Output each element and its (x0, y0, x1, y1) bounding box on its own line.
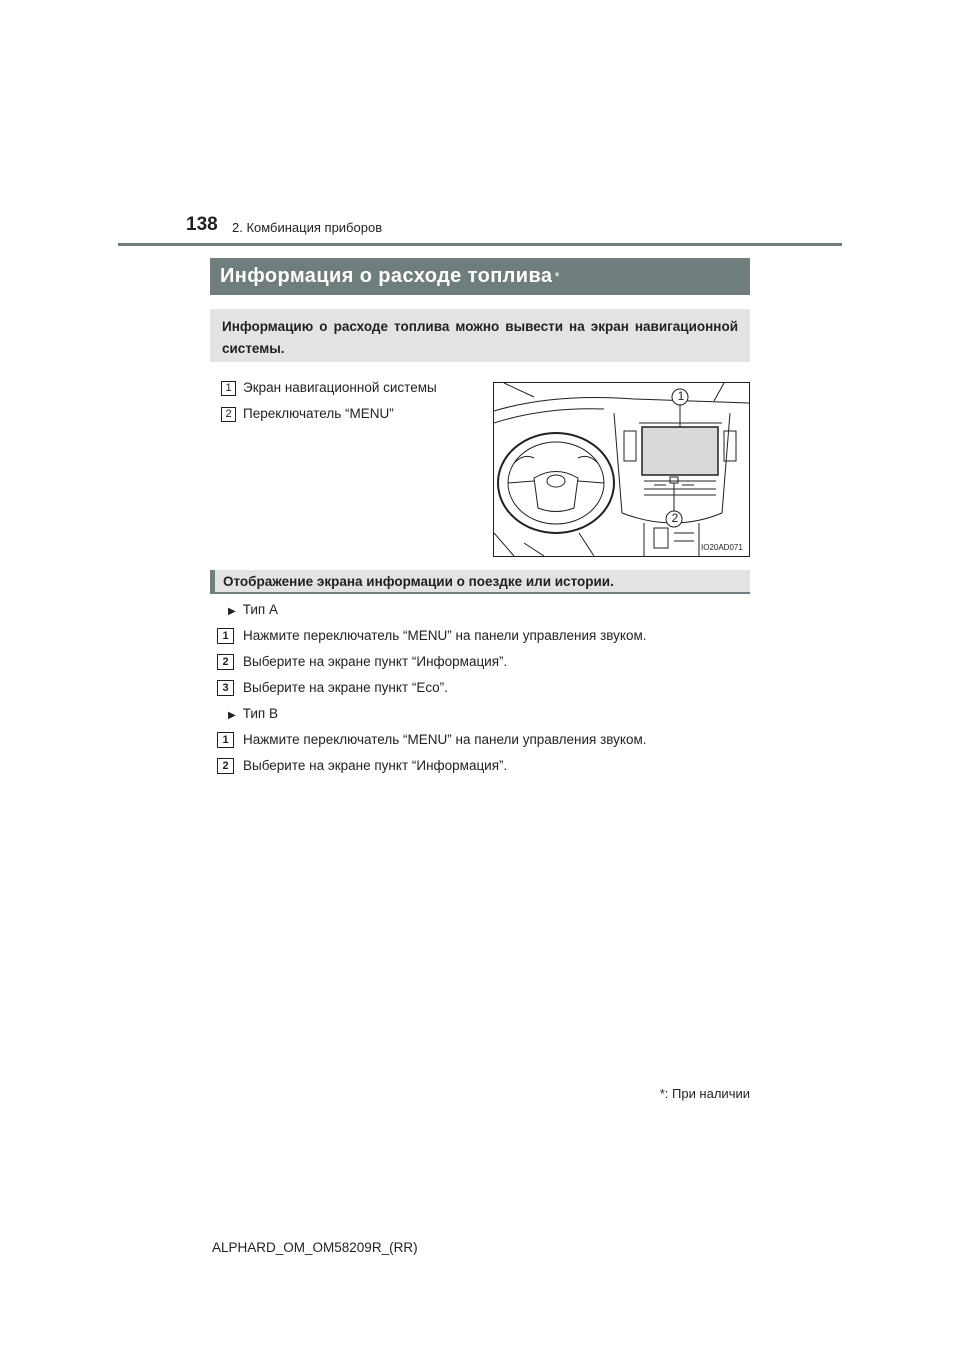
page-title (210, 258, 750, 295)
dashboard-illustration (493, 382, 750, 557)
step-number: 1 (217, 628, 234, 644)
step-number: 3 (217, 680, 234, 696)
header-rule (118, 243, 842, 246)
subsection-heading: Отображение экрана информации о поездке или истории. (210, 570, 750, 594)
step-text: Нажмите переключатель “MENU” на панели управления звуком. (243, 628, 647, 643)
asterisk-mark: * (554, 269, 560, 284)
intro-text: Информацию о расходе топлива можно вывести на экран навигационной системы. (210, 309, 750, 362)
step-text: Выберите на экране пункт “Информация”. (243, 654, 508, 669)
footnote (650, 1086, 750, 1101)
document-code: ALPHARD_OM_OM58209R_(RR) (212, 1240, 418, 1255)
step-text: Нажмите переключатель “MENU” на панели управления звуком. (243, 732, 647, 747)
step-number: 2 (217, 654, 234, 670)
type-b-heading (228, 706, 278, 721)
footnote-text: : При наличии (664, 1086, 750, 1101)
asterisk-mark: * (659, 1086, 665, 1101)
triangle-right-icon: ▶ (228, 606, 236, 617)
step-text: Выберите на экране пункт “Информация”. (243, 758, 508, 773)
step-number: 1 (217, 732, 234, 748)
step-text: Выберите на экране пункт “Eco”. (243, 680, 448, 695)
callout-marker: 2 (671, 511, 679, 525)
type-a-label: Тип A (242, 602, 278, 617)
type-b-label: Тип B (242, 706, 278, 721)
figure-code: IO20AD071 (701, 543, 743, 552)
callout-label: Экран навигационной системы (243, 380, 437, 395)
page-number: 138 (186, 214, 218, 235)
step-number: 2 (217, 758, 234, 774)
section-label: 2. Комбинация приборов (232, 220, 383, 235)
callout-number: 1 (221, 381, 236, 396)
callout-label: Переключатель “MENU” (243, 406, 394, 421)
page-title-text: Информация о расходе топлива (220, 265, 553, 287)
type-a-heading (228, 602, 278, 617)
callout-number: 2 (221, 407, 236, 422)
callout-marker: 1 (677, 389, 685, 403)
triangle-right-icon: ▶ (228, 710, 236, 721)
